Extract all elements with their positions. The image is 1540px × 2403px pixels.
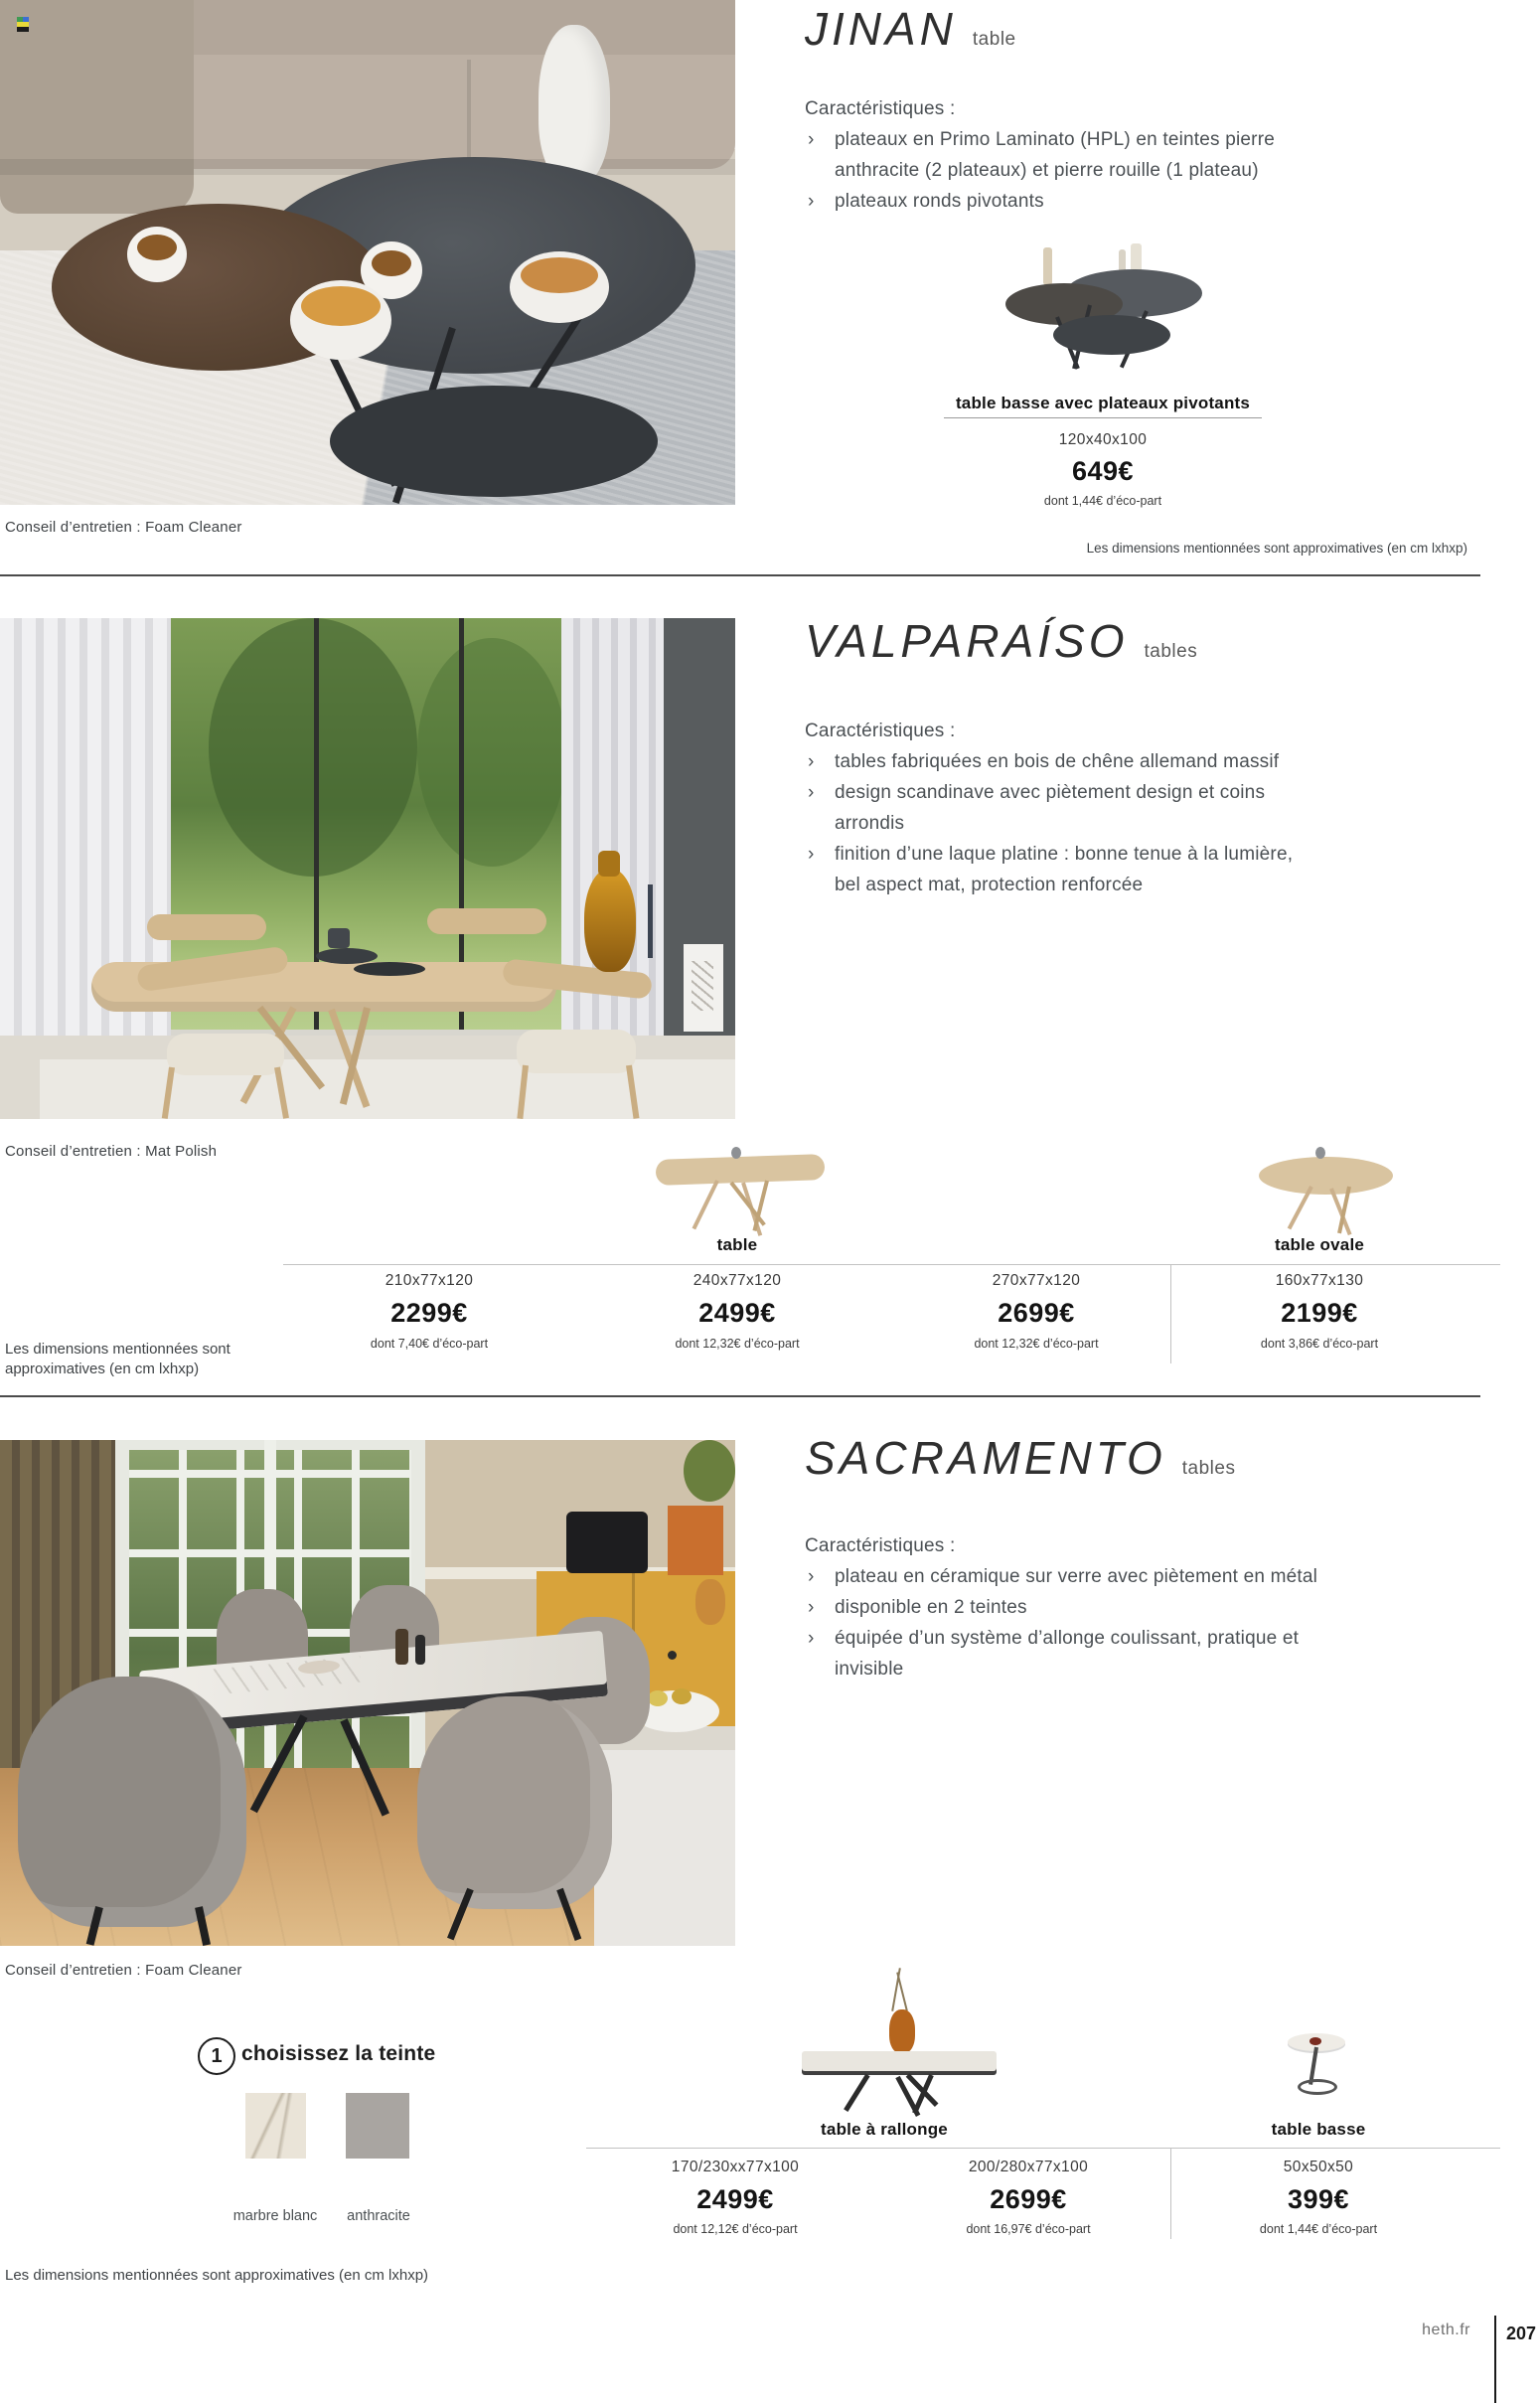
jinan-product-dimensions: 120x40x100 [1058, 431, 1148, 448]
characteristic-item: › design scandinave avec piètement design et coins arrondis [805, 777, 1461, 839]
valparaiso-lifestyle-photo [0, 618, 735, 1119]
variant-dimensions: 200/280x77x100 [968, 2159, 1089, 2175]
characteristic-item: › disponible en 2 teintes [805, 1592, 1461, 1623]
plant [684, 1440, 735, 1502]
sacramento-caption-rallonge: table à rallonge [821, 2120, 948, 2139]
characteristics-label: Caractéristiques : [805, 98, 956, 119]
jinan-dimensions-note: Les dimensions mentionnées sont approximatives (en cm lxhxp) [1086, 541, 1467, 556]
chair [417, 1696, 612, 1909]
art-board [668, 1506, 723, 1575]
jinan-product-caption: table basse avec plateaux pivotants [955, 394, 1251, 412]
valparaiso-subtitle: tables [1144, 641, 1198, 662]
swatch-label-anthracite: anthracite [347, 2208, 410, 2224]
variant-dimensions: 170/230xx77x100 [671, 2159, 800, 2175]
variant-dimensions: 160x77x130 [1275, 1272, 1364, 1289]
jinan-product-eco: dont 1,44€ d’éco-part [1043, 494, 1162, 508]
valparaiso-dimensions-note: Les dimensions mentionnées sont approximatives (en cm lxhxp) [5, 1341, 231, 1377]
sacramento-dimensions-note: Les dimensions mentionnées sont approximatives (en cm lxhxp) [5, 2267, 429, 2284]
characteristic-item: › équipée d’un système d’allonge coulissant, pratique et invisible [805, 1623, 1461, 1684]
sacramento-title-row [805, 1431, 1235, 1485]
tint-step-number: 1 [211, 2044, 223, 2067]
variant-eco: dont 12,32€ d’éco-part [974, 1337, 1099, 1351]
valparaiso-caption-table-ovale: table ovale [1274, 1235, 1365, 1254]
swatch-marbre-blanc [245, 2093, 306, 2159]
variant-eco: dont 1,44€ d’éco-part [1259, 2222, 1378, 2236]
section-divider [0, 574, 1480, 576]
amber-vase [584, 869, 636, 972]
variant-price: 2199€ [1281, 1298, 1358, 1328]
chair [18, 1677, 246, 1927]
price-table-rule [586, 2148, 1500, 2149]
jinan-care-note: Conseil d’entretien : Foam Cleaner [5, 519, 242, 536]
characteristic-item: › tables fabriquées en bois de chêne allemand massif [805, 746, 1461, 777]
sacramento-title: SACRAMENTO [805, 1432, 1166, 1484]
sacramento-basse-thumbnail [1288, 2033, 1349, 2101]
variant-dimensions: 50x50x50 [1283, 2159, 1354, 2175]
variant-price: 2699€ [990, 2184, 1067, 2214]
tint-step-badge [198, 2037, 235, 2075]
tint-chooser-label: choisissez la teinte [241, 2042, 436, 2065]
characteristics-label: Caractéristiques : [805, 1535, 956, 1556]
characteristic-item: › plateaux ronds pivotants [805, 186, 1461, 217]
jinan-subtitle: table [972, 29, 1016, 50]
swatch-anthracite [346, 2093, 409, 2159]
jinan-product-price: 649€ [1071, 456, 1135, 486]
valparaiso-care-note: Conseil d’entretien : Mat Polish [5, 1143, 218, 1160]
sacramento-lifestyle-photo [0, 1440, 735, 1946]
sacramento-characteristics [805, 1530, 1461, 1684]
price-table-divider [1170, 2148, 1171, 2239]
kitchen-island [594, 1738, 735, 1946]
variant-eco: dont 3,86€ d’éco-part [1260, 1337, 1379, 1351]
characteristic-item: › plateau en céramique sur verre avec piètement en métal [805, 1561, 1461, 1592]
jinan-lifestyle-photo [0, 0, 735, 505]
variant-dimensions: 270x77x120 [992, 1272, 1081, 1289]
footer-site-url: heth.fr [1422, 2322, 1470, 2338]
characteristics-label: Caractéristiques : [805, 721, 956, 741]
variant-dimensions: 210x77x120 [385, 1272, 474, 1289]
sacramento-rallonge-thumbnail [790, 1968, 1008, 2119]
variant-price: 2699€ [998, 1298, 1075, 1328]
valparaiso-title: VALPARAÍSO [805, 615, 1129, 667]
color-registration-icon [17, 17, 29, 32]
variant-eco: dont 7,40€ d’éco-part [370, 1337, 489, 1351]
jinan-title-row [805, 2, 1016, 56]
sacramento-care-note: Conseil d’entretien : Foam Cleaner [5, 1962, 242, 1979]
sacramento-caption-basse: table basse [1271, 2120, 1366, 2139]
variant-eco: dont 12,12€ d’éco-part [673, 2222, 798, 2236]
characteristic-item: › plateaux en Primo Laminato (HPL) en teintes pierre anthracite (2 plateaux) et pierre rouille (1 plateau) [805, 124, 1461, 186]
valparaiso-table-thumbnail [646, 1139, 835, 1236]
characteristic-item: › finition d’une laque platine : bonne tenue à la lumière, bel aspect mat, protection renforcée [805, 839, 1461, 900]
variant-price: 2299€ [390, 1298, 468, 1328]
jinan-product-thumbnail [994, 243, 1222, 383]
sacramento-subtitle: tables [1181, 1458, 1236, 1479]
jinan-characteristics [805, 93, 1461, 217]
price-table-rule [283, 1264, 1500, 1265]
coffee-machine [566, 1512, 648, 1573]
valparaiso-characteristics [805, 716, 1461, 900]
variant-eco: dont 12,32€ d’éco-part [675, 1337, 800, 1351]
price-table-divider [1170, 1264, 1171, 1363]
section-divider [0, 1395, 1480, 1397]
variant-eco: dont 16,97€ d’éco-part [966, 2222, 1091, 2236]
footer-divider-bar [1494, 2316, 1496, 2403]
valparaiso-table-ovale-thumbnail [1254, 1137, 1398, 1236]
jinan-title: JINAN [805, 3, 957, 55]
footer-page-number: 207 [1506, 2323, 1537, 2343]
variant-price: 399€ [1287, 2184, 1350, 2214]
statue [539, 25, 610, 184]
variant-price: 2499€ [698, 1298, 776, 1328]
variant-price: 2499€ [696, 2184, 774, 2214]
variant-dimensions: 240x77x120 [693, 1272, 782, 1289]
caption-underline [944, 417, 1262, 418]
swatch-label-marbre-blanc: marbre blanc [232, 2208, 318, 2224]
valparaiso-title-row [805, 614, 1197, 668]
valparaiso-caption-table: table [716, 1235, 758, 1254]
